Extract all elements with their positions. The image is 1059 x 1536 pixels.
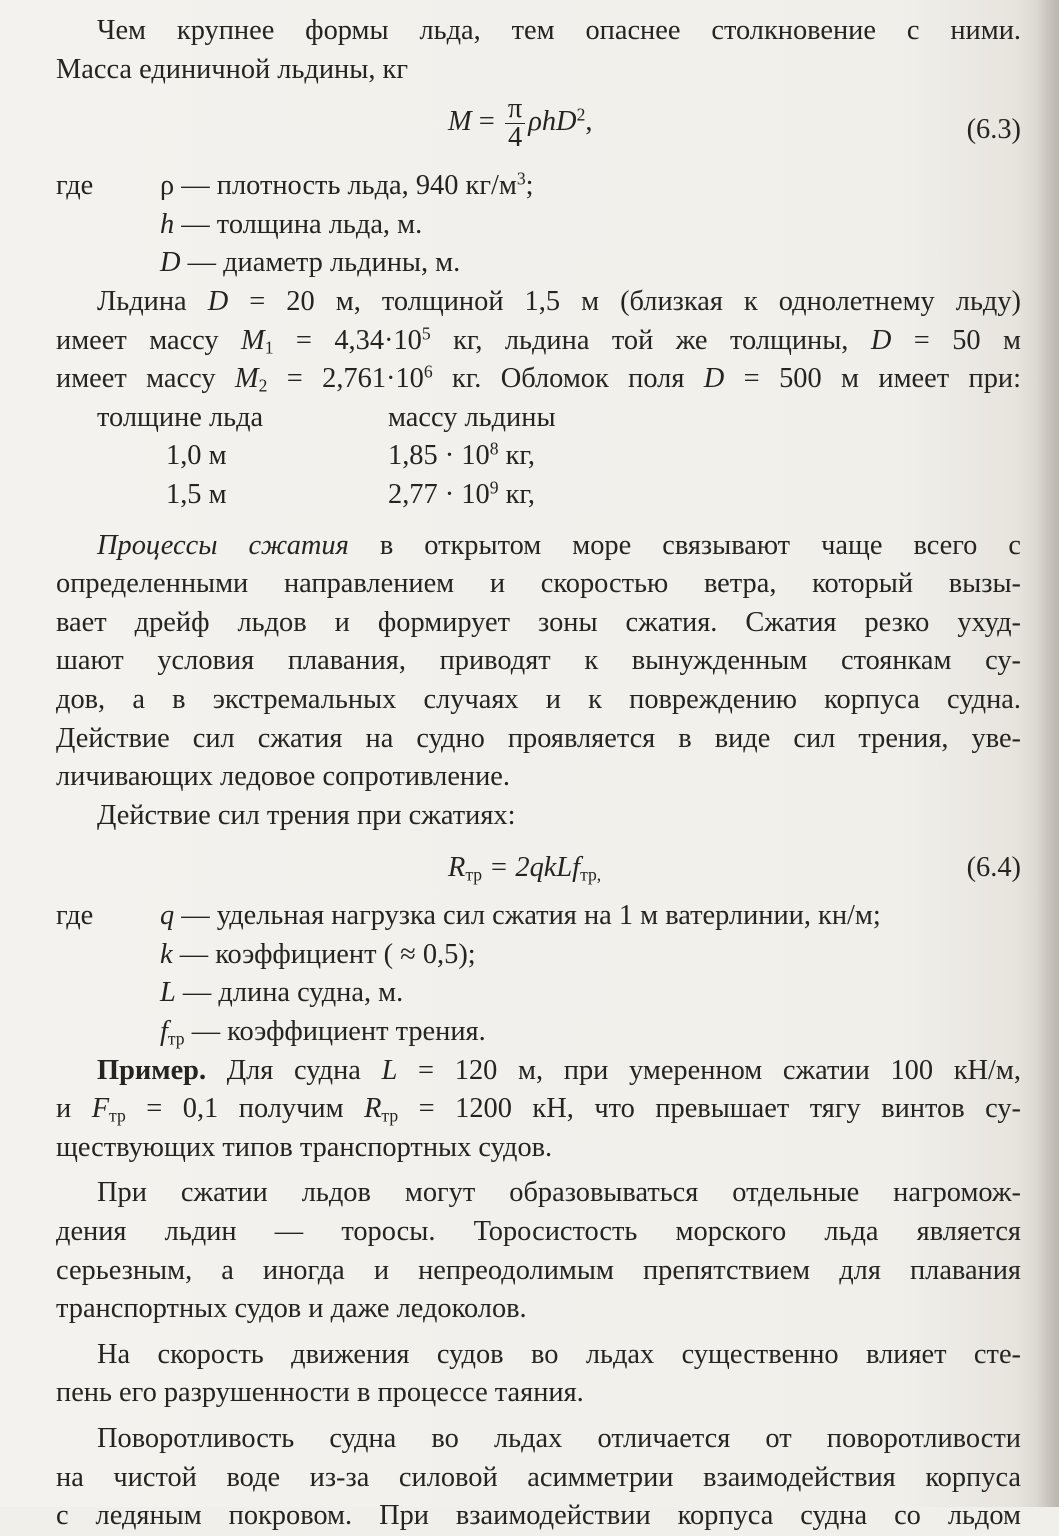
text-line: Действие сил сжатия на судно проявляется в виде сил трения, уве- [56,722,1021,754]
text-line: вает дрейф льдов и формирует зоны сжатия. Сжатия резко ухуд- [56,606,1021,638]
text-line: На скорость движения судов во льдах существенно влияет сте- [97,1338,1021,1370]
definition-row: L — длина судна, м. [160,977,404,1009]
text-line: Масса единичной льдины, кг [56,53,408,85]
definition-row: где ρ — плотность льда, 940 $кг/м^3$; [56,167,1021,206]
mass-table-row [56,476,1021,515]
text-line: на чистой воде из-за силовой асимметрии взаимодействия корпуса [56,1461,1021,1493]
definition-row: h — толщина льда, м. [160,208,423,240]
page-edge-shadow [1037,0,1059,1507]
text-line: и $F_{тр} = 0,1$ получим $R_{тр} = 1200$ кН, что превышает тягу винтов су- [56,1093,1021,1126]
definition-row: D — диаметр льдины, м. [160,247,461,279]
formula-expression: M = $\frac{\pi}{4}$ ρhD$^2$, [448,93,593,154]
mass-table-header [56,399,1021,438]
table-cell: 1,5 м [166,478,227,510]
text-line: дов, а в экстремальных случаях и к повреждению корпуса судна. [56,683,1021,715]
table-header-thickness: толщине льда [97,401,264,433]
text-line: Чем крупнее формы льда, тем опаснее столкновение с ними. [97,15,1021,46]
text-line: определенными направлением и скоростью ветра, который вызы- [56,568,1021,600]
text-line: Льдина D = 20 м, толщиной 1,5 м (близкая к однолетнему льду) [97,285,1021,317]
table-header-mass: массу льдины [388,401,556,433]
definition-row: k — коэффициент ( ≈ 0,5); [160,938,476,970]
text-line: шают условия плавания, приводят к вынужденным стоянкам су- [56,645,1021,677]
text-line: дения льдин — торосы. Торосистость морского льда является [56,1216,1021,1248]
page-text [56,12,1021,1536]
table-cell: $1,85 \cdot 10^8$ кг, [388,438,535,472]
equation-number: (6.4) [966,852,1021,884]
text-line: имеет массу $M_1 = 4,34\cdot 10^5$ кг, льдина той же толщины, D = 50 м [56,322,1021,357]
text-line: Действие сил трения при сжатиях: [97,799,516,831]
definition-row: где q — удельная нагрузка сил сжатия на 1 м ватерлинии, кн/м; [56,897,1021,936]
text-line: Процессы сжатия в открытом море связывают чаще всего с [97,529,1021,561]
text-line: имеет массу $M_2 = 2,761\cdot 10^6$ кг. Обломок поля D = 500 м имеет при: [56,361,1021,396]
formula-6-3 [56,89,1021,167]
table-cell: $2,77 \cdot 10^9$ кг, [388,477,535,510]
equation-number: (6.3) [966,114,1021,146]
text-line: транспортных судов и даже ледоколов. [56,1293,527,1325]
definition-row: $f_{тр}$ — коэффициент трения. [160,1016,486,1049]
text-line: Поворотливость судна во льдах отличается от поворотливости [97,1423,1021,1454]
formula-expression: $R_{тр}$ = 2qkLf$_{тр,}$ [448,852,602,885]
text-line: ществующих типов транспортных судов. [56,1131,553,1163]
text-line: с ледяным покровом. При взаимодействии корпуса судна со льдом [56,1500,1021,1532]
text-line: Пример. Для судна L = 120 м, при умеренном сжатии 100 кН/м, [97,1054,1021,1086]
mass-table-row [56,437,1021,476]
where-label: где [56,170,94,202]
text-line: пень его разрушенности в процессе таяния. [56,1377,584,1409]
formula-6-4 [56,841,1021,897]
where-label: где [56,900,94,932]
fraction: $\frac{\pi}{4}$ [505,95,525,152]
text-line: личивающих ледовое сопротивление. [56,761,511,793]
text-line: При сжатии льдов могут образовываться отдельные нагромож- [97,1177,1021,1209]
text-line: серьезным, а иногда и непреодолимым препятствием для плавания [56,1254,1021,1286]
table-cell: 1,0 м [166,440,227,472]
example-label: Пример. [97,1054,207,1086]
